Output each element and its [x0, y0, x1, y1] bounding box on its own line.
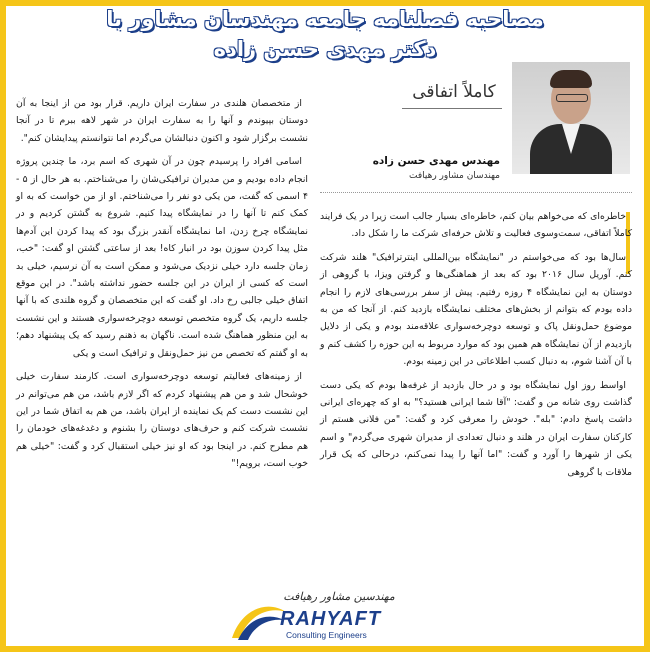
author-byline [330, 155, 500, 181]
paragraph: خاطره‌ای که می‌خواهم بیان کنم، خاطره‌ای بسیار جالب است زیرا در یک فرایند کاملاً اتفاقی، سمت‌وسوی فعالیت و تلاش حرفه‌ای شرکت ما را شکل داد. [320, 211, 632, 240]
rahyaft-logo [228, 590, 408, 648]
headline-line-1: مصاحبه فصلنامه جامعه مهندسان مشاور با [106, 7, 544, 31]
paragraph: اسامی افراد را پرسیدم چون در آن شهری که اسم برد، ما چندین پروژه انجام داده بودیم و من مدیران ترافیکی‌شان را می‌شناختم. به هر حال از ۵ - ۴ اسمی که گفت، من یکی دو نفر را می‌شناختم. او از من خواست که به او کمک کنم تا آنها را در نمایشگاه پیدا کنیم. شروع به گشتن کردیم و در نمایشگاه چرخ زدن، اما نمایشگاه آنقدر بزرگ بود که پیدا کردن این آدم‌ها مثل پیدا کردن سوزن بود در انبار کاه! بعد از ساعتی گشتن او گفت: "خب، زمان جلسه دارد خیلی نزدیک می‌شود و ممکن است به آن نرسیم، خیلی بد است که کسی از ایران در این جلسه حضور نداشته باشد". در این موقع اتفاق خیلی جالبی رخ داد. او گفت که این متخصصان و گروه هلندی که با آنها جلسه داریم، یک گروه متخصص توسعه دوچرخه‌سواری هستند و این نشست به این منظور هماهنگ شده است. ناگهان به ذهنم رسید که یک پیشنهاد دهم؛ به او گفتم که تخصص من نیز حمل‌ونقل و ترافیک است و یکی [16, 156, 308, 359]
logo-wordmark: RAHYAFT [280, 608, 382, 630]
logo-subtitle: Consulting Engineers [286, 630, 367, 640]
paragraph: از زمینه‌های فعالیتم توسعه دوچرخه‌سواری است. کارمند سفارت خیلی خوشحال شد و من هم پیشنهاد کردم که اگر لازم باشد، من هم می‌توانم در این نشست دست کم یک نماینده از ایران باشد، من هم به اتفاق شما در این نشست شرکت کنم و حرف‌های دوستان را بشنوم و دغدغه‌های خودمان را هم مطرح کنم. در اینجا بود که او نیز خیلی استقبال کرد و گفت: "خیلی هم خوب است، برویم!" [16, 371, 308, 470]
headline-line-2: دکتر مهدی حسن زاده [213, 37, 437, 61]
author-role: مهندسان مشاور رهیافت [409, 171, 500, 181]
swoosh-icon [228, 598, 288, 644]
article-headline [10, 4, 640, 64]
logo-script: مهندسین مشاور رهیافت [283, 590, 395, 603]
column-rubric: کاملاً اتفاقی [412, 82, 496, 102]
paragraph: سال‌ها بود که می‌خواستم در "نمایشگاه بین‌المللی اینترترافیک" هلند شرکت کنم. آوریل سال ۲۰۱۶ بود که بعد از هماهنگی‌ها و گرفتن ویزا، با گروهی از دوستان به این نمایشگاه ۴ روزه رفتیم. پیش از سفر بررسی‌های لازم را انجام داده بودم که بتوانم از بخش‌های مختلف نمایشگاه بازدید کنم. از آنجا که من به موضوع حمل‌ونقل پاک و توسعه دوچرخه‌سواری علاقه‌مند بودم و یکی از دلایل بازدیدم از آن نمایشگاه هم همین بود که موارد مربوط به این حوزه را کشف کنم و با آن آشنا شوم، به دنبال کسب اطلاعاتی در این زمینه بودم. [320, 251, 632, 368]
author-photo [512, 62, 630, 174]
paragraph: اواسط روز اول نمایشگاه بود و در حال بازدید از غرفه‌ها بودم که یکی دست گذاشت روی شانه من و گفت: "آقا شما ایرانی هستید؟" به او که چهره‌ای ایرانی داشت پاسخ دادم: "بله". خودش را معرفی کرد و گفت: "من فلانی هستم از کارکنان سفارت ایران در هلند و دنبال تعدادی از مدیران شهری می‌گردم" و اسم یکی از شهرها را آورد و گفت: "اما آنها را پیدا نمی‌کنم، درحالی که یک قرار ملاقات با گروهی [320, 379, 632, 478]
paragraph: از متخصصان هلندی در سفارت ایران داریم. قرار بود من از اینجا به آن دوستان بپیوندم و آنها را به سفارت ایران در شهر لاهه ببرم تا در آنجا نشست برگزار شود و اکنون دنبالشان می‌گردم اما نتوانستم پیدایشان کنم". [16, 98, 308, 144]
rubric-divider [402, 108, 502, 109]
left-column [16, 95, 308, 595]
author-name: مهندس مهدی حسن زاده [372, 155, 500, 167]
byline-divider [320, 192, 632, 193]
right-column [320, 208, 632, 638]
